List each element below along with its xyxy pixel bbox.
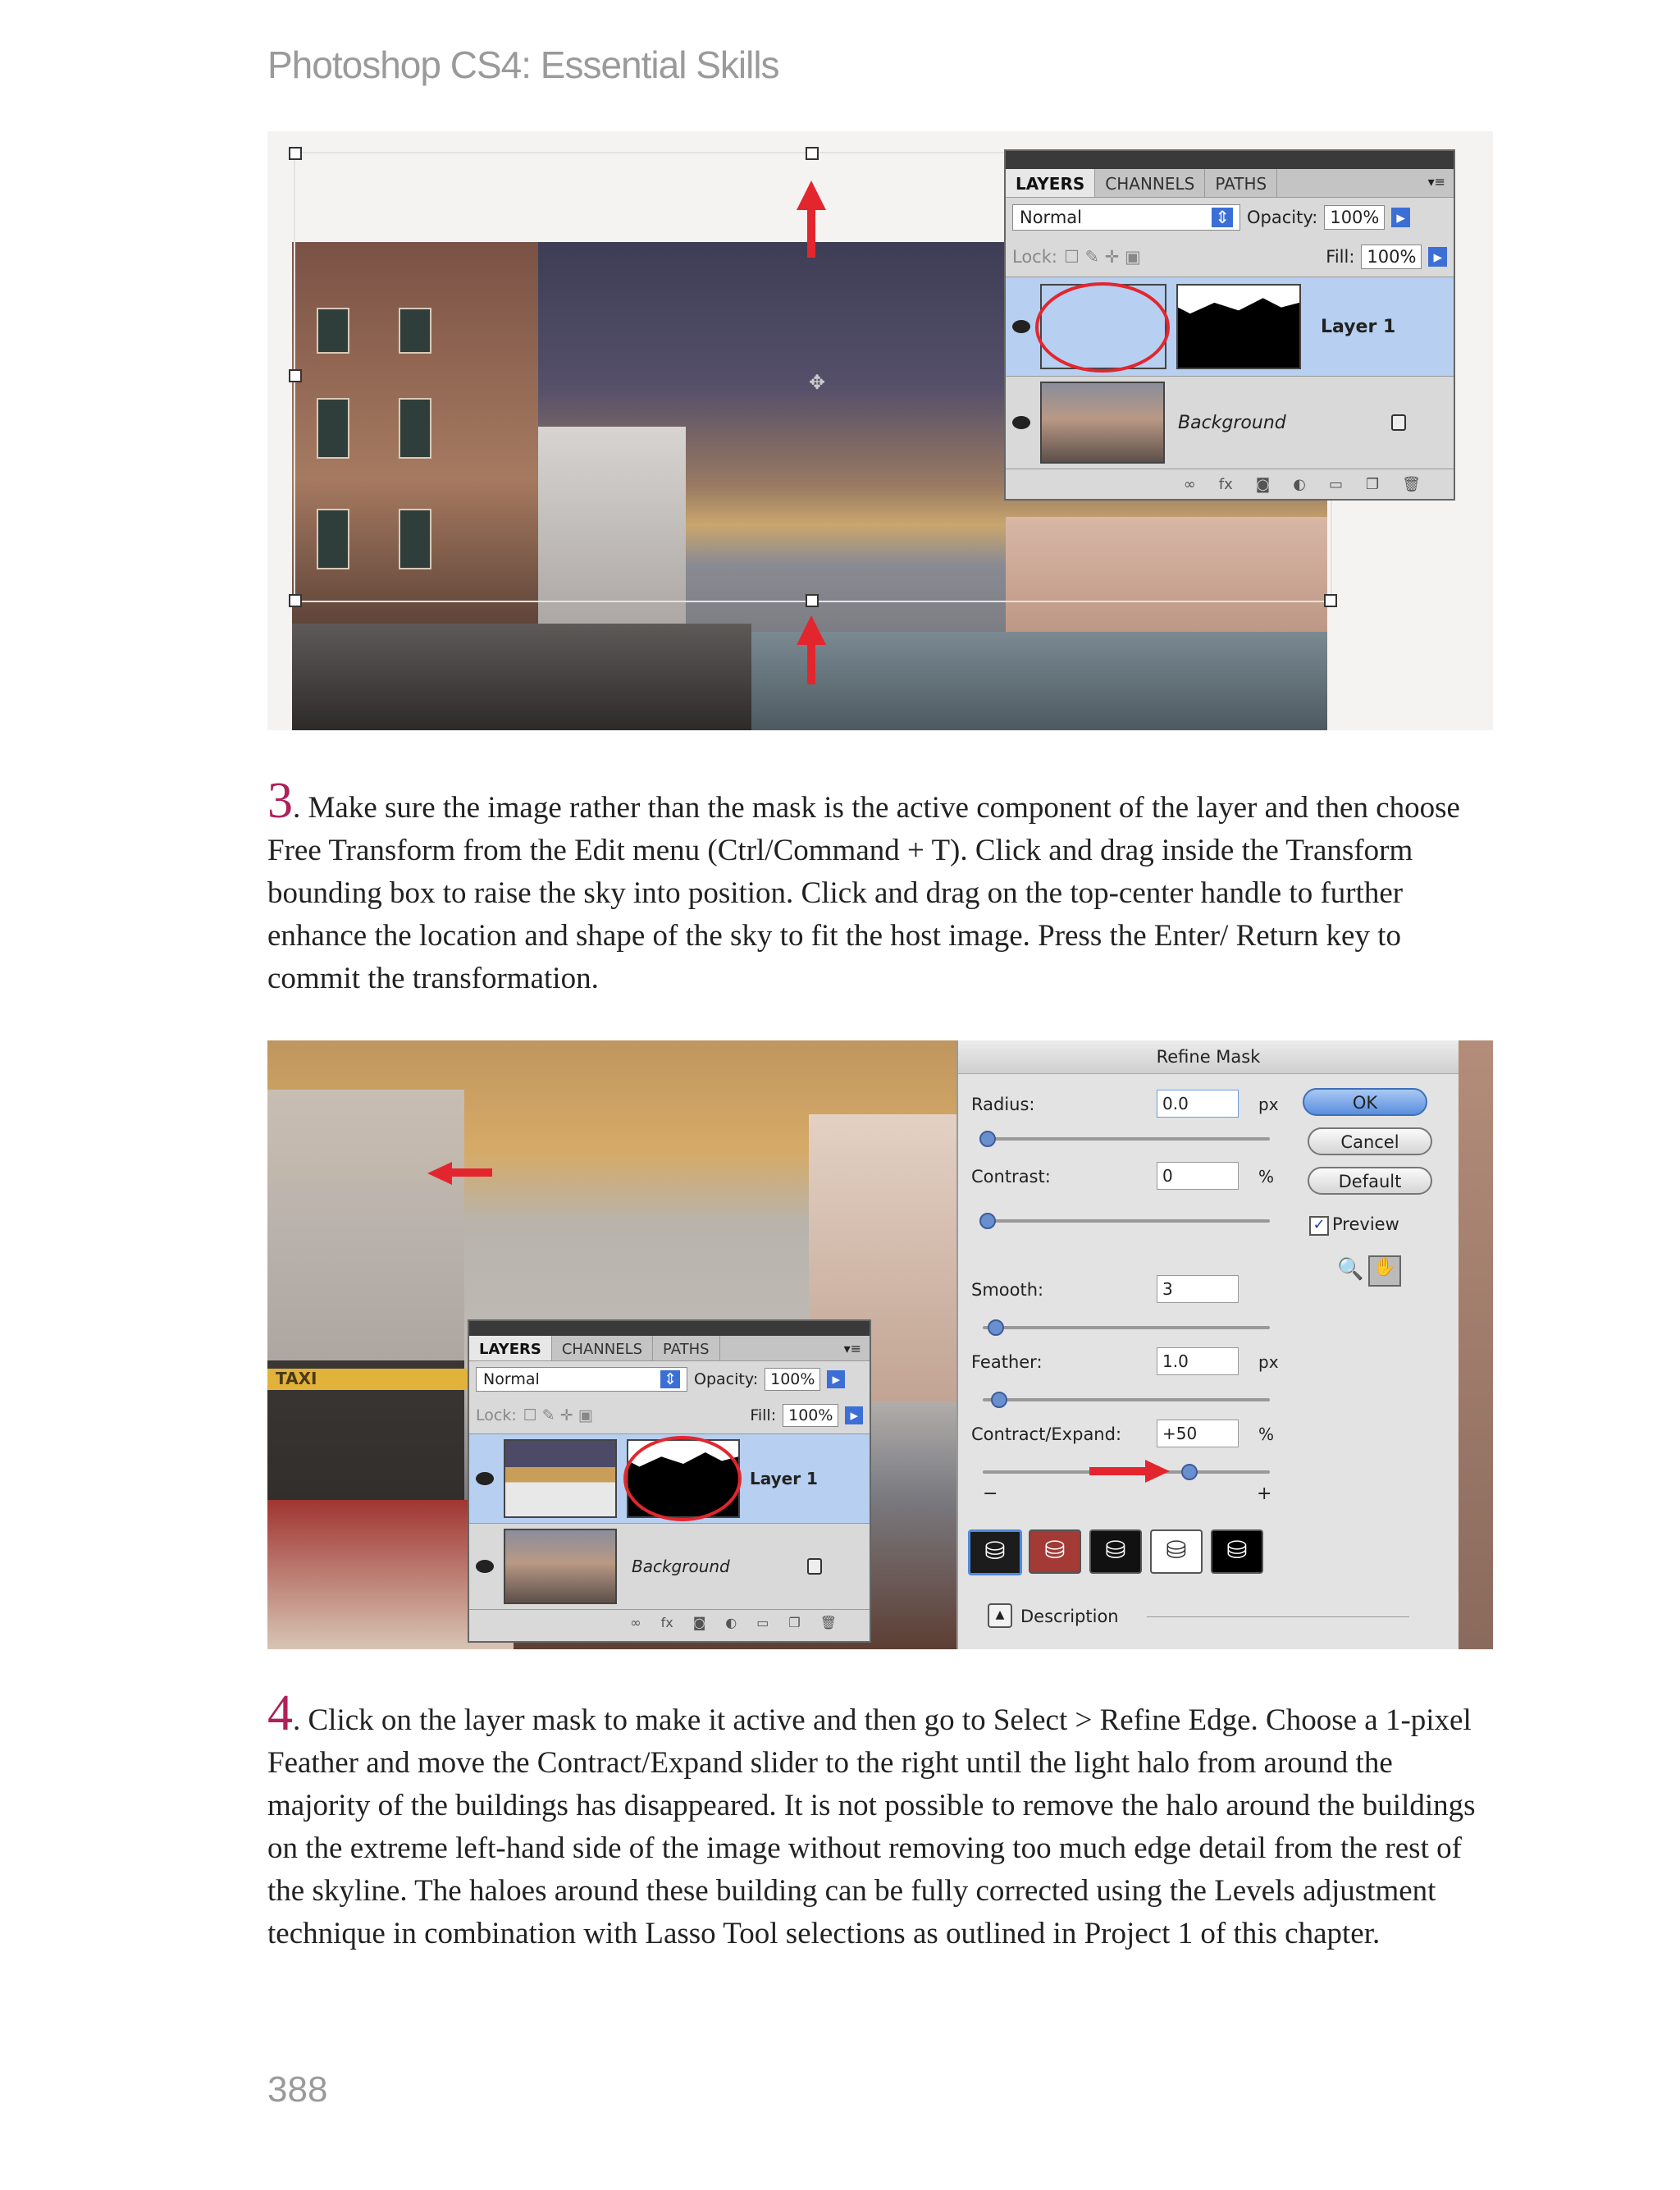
red-arrow-shaft: [807, 643, 815, 684]
panel-tabs: [469, 1336, 870, 1361]
trash-icon[interactable]: 🗑: [1402, 476, 1421, 493]
fill-stepper-icon[interactable]: ▸: [845, 1406, 863, 1424]
feather-unit: px: [1258, 1352, 1279, 1372]
blend-mode-select[interactable]: [1012, 204, 1240, 231]
select-arrows-icon: ⇕: [660, 1370, 680, 1388]
page-number: 388: [267, 2069, 328, 2110]
transform-center-point: ✥: [809, 372, 826, 394]
feather-slider-knob[interactable]: [991, 1392, 1007, 1408]
eye-icon[interactable]: [1012, 320, 1030, 333]
default-button[interactable]: Default: [1308, 1167, 1432, 1195]
layer-name: Background: [1178, 412, 1286, 433]
radius-unit: px: [1258, 1095, 1279, 1114]
tab-layers[interactable]: LAYERS: [1006, 169, 1095, 197]
view-on-white-icon[interactable]: ⛁: [1150, 1529, 1203, 1574]
mask-icon[interactable]: ◙: [692, 1615, 706, 1630]
red-arrow-shaft: [451, 1168, 492, 1177]
preview-label: Preview: [1332, 1214, 1399, 1234]
smooth-slider-track[interactable]: [983, 1326, 1270, 1329]
panel-footer: [1006, 469, 1454, 500]
cancel-button[interactable]: Cancel: [1308, 1127, 1432, 1155]
contrast-unit: %: [1258, 1167, 1275, 1186]
layers-panel: [468, 1319, 871, 1643]
red-arrow-right-icon: [1145, 1460, 1170, 1483]
opacity-field[interactable]: 100%: [1324, 205, 1385, 230]
panel-title-bar[interactable]: [469, 1321, 870, 1336]
quay-crowd: [292, 624, 751, 730]
fill-stepper-icon[interactable]: ▸: [1428, 247, 1447, 267]
contract-expand-field[interactable]: +50: [1157, 1420, 1239, 1447]
layers-panel: [1004, 149, 1455, 501]
trash-icon[interactable]: 🗑: [819, 1615, 837, 1630]
dialog-title: Refine Mask: [958, 1040, 1459, 1074]
lock-row: [1006, 237, 1454, 277]
blend-row: [469, 1361, 870, 1397]
opacity-field[interactable]: 100%: [765, 1368, 820, 1391]
radius-field[interactable]: 0.0: [1157, 1090, 1239, 1118]
contract-expand-slider-knob[interactable]: [1181, 1464, 1198, 1480]
eye-icon[interactable]: [1012, 416, 1030, 429]
transform-handle-middle-left[interactable]: [289, 369, 302, 382]
view-standard-icon[interactable]: ⛁: [968, 1529, 1022, 1575]
radius-slider-knob[interactable]: [979, 1131, 996, 1147]
adjustment-icon[interactable]: ◐: [1293, 476, 1306, 493]
smooth-label: Smooth:: [971, 1280, 1044, 1300]
layer-name: Layer 1: [1321, 316, 1396, 337]
eye-icon[interactable]: [476, 1472, 494, 1485]
step-3-paragraph: [267, 773, 1498, 1000]
transform-handle-bottom-right[interactable]: [1324, 594, 1337, 607]
fx-icon[interactable]: fx: [660, 1615, 673, 1630]
fx-icon[interactable]: fx: [1218, 476, 1233, 493]
panel-footer: [469, 1609, 870, 1635]
transform-handle-bottom-left[interactable]: [289, 594, 302, 607]
panel-tabs: [1006, 169, 1454, 198]
description-disclosure-icon[interactable]: ▲: [988, 1603, 1012, 1628]
contrast-label: Contrast:: [971, 1167, 1051, 1186]
opacity-stepper-icon[interactable]: ▸: [1391, 208, 1410, 227]
opacity-label: Opacity:: [1247, 208, 1318, 227]
building-far-right: [1457, 1040, 1493, 1649]
feather-slider-track[interactable]: [983, 1398, 1270, 1401]
radius-label: Radius:: [971, 1095, 1035, 1114]
slider-plus-label: +: [1257, 1484, 1272, 1504]
layer-row-layer-1[interactable]: [1006, 277, 1454, 376]
description-label: Description: [1020, 1607, 1119, 1626]
blend-row: [1006, 198, 1454, 237]
step-text: . Click on the layer mask to make it active and then go to Select > Refine Edge. Choose a 1-pixel Feather and move the Contract/Expand slider to the right until the light halo from around the majority of the buildings has disappeared. It is not possible to remove the halo around the buildings on the extreme left-hand side of the image without removing too much edge detail from the rest of the skyline. The haloes around these building can be fully corrected using the Levels adjustment technique in combination with Lasso Tool selections as outlined in Project 1 of this chapter.: [267, 1703, 1476, 1950]
transform-handle-bottom-center[interactable]: [806, 594, 819, 607]
smooth-slider-knob[interactable]: [988, 1319, 1004, 1336]
tab-paths[interactable]: PATHS: [653, 1336, 720, 1360]
contrast-slider-knob[interactable]: [979, 1213, 996, 1229]
tab-channels[interactable]: CHANNELS: [1095, 169, 1205, 197]
fill-field[interactable]: 100%: [783, 1404, 838, 1427]
lock-icons[interactable]: ☐ ✎ ✛ ▣: [1063, 247, 1141, 267]
panel-title-bar[interactable]: [1006, 151, 1454, 169]
link-icon[interactable]: ∞: [630, 1615, 641, 1630]
canal-water: [727, 632, 1327, 730]
slider-minus-label: −: [983, 1484, 998, 1504]
step-text: . Make sure the image rather than the mask is the active component of the layer and then choose Free Transform from the Edit menu (Ctrl/Command + T). Click and drag inside the Transform bounding box to raise the sky into position. Click and drag on the top-center handle to further enhance the location and shape of the sky to fit the host image. Press the Enter/ Return key to commit the transformation.: [267, 791, 1460, 995]
adjustment-icon[interactable]: ◐: [725, 1615, 737, 1630]
description-divider: [1147, 1616, 1409, 1617]
select-arrows-icon: ⇕: [1212, 208, 1233, 227]
view-mask-icon[interactable]: ⛁: [1211, 1529, 1263, 1574]
contrast-slider-track[interactable]: [983, 1219, 1270, 1223]
lock-icons[interactable]: ☐ ✎ ✛ ▣: [523, 1406, 593, 1424]
transform-handle-top-left[interactable]: [289, 147, 302, 160]
red-arrow-left-icon: [427, 1162, 452, 1185]
lock-icon: [807, 1558, 822, 1575]
contract-expand-unit: %: [1258, 1424, 1275, 1444]
opacity-stepper-icon[interactable]: ▸: [827, 1370, 845, 1388]
tab-channels[interactable]: CHANNELS: [552, 1336, 653, 1360]
background-thumbnail[interactable]: [504, 1529, 617, 1604]
fill-field[interactable]: 100%: [1361, 245, 1422, 269]
fill-label: Fill:: [1326, 247, 1355, 267]
step-4-paragraph: [267, 1685, 1498, 1955]
feather-field[interactable]: 1.0: [1157, 1347, 1239, 1375]
lock-label: Lock:: [476, 1406, 517, 1424]
smooth-field[interactable]: 3: [1157, 1275, 1239, 1303]
new-layer-icon[interactable]: ❐: [788, 1615, 801, 1630]
tab-paths[interactable]: PATHS: [1205, 169, 1277, 197]
lock-icon: [1391, 414, 1406, 431]
lock-row: [469, 1397, 870, 1433]
layer-row-background[interactable]: [1006, 376, 1454, 469]
layer-name: Background: [632, 1557, 730, 1576]
link-icon[interactable]: ∞: [1183, 476, 1196, 493]
layer-name: Layer 1: [750, 1469, 818, 1488]
zoom-tool-icon[interactable]: 🔍: [1337, 1257, 1364, 1282]
red-arrow-shaft: [807, 208, 815, 258]
blend-mode-value: Normal: [483, 1370, 540, 1388]
blend-mode-select[interactable]: [476, 1367, 687, 1392]
figure-free-transform: [267, 131, 1493, 730]
red-arrow-up-icon: [797, 181, 826, 210]
taxi-sign: TAXI: [267, 1369, 472, 1390]
red-arrow-shaft: [1089, 1467, 1147, 1475]
lock-label: Lock:: [1012, 247, 1057, 267]
figure-refine-mask: [267, 1040, 1493, 1649]
step-number: 4: [267, 1685, 293, 1741]
mask-thumbnail[interactable]: [1176, 284, 1301, 369]
eye-icon[interactable]: [476, 1560, 494, 1573]
contract-expand-label: Contract/Expand:: [971, 1424, 1122, 1444]
red-highlight-ellipse: [623, 1436, 742, 1521]
layer-row-layer-1[interactable]: [469, 1433, 870, 1523]
panel-menu-icon[interactable]: ▾≡: [843, 1341, 861, 1356]
view-on-black-icon[interactable]: ⛁: [1089, 1529, 1142, 1574]
layer-thumbnail[interactable]: [504, 1439, 617, 1518]
opacity-label: Opacity:: [694, 1370, 759, 1388]
transform-handle-top-center[interactable]: [806, 147, 819, 160]
red-arrow-up-icon: [797, 615, 826, 645]
contrast-field[interactable]: 0: [1157, 1162, 1239, 1190]
ok-button[interactable]: OK: [1303, 1088, 1427, 1116]
radius-slider-track[interactable]: [983, 1137, 1270, 1141]
hand-tool-icon[interactable]: ✋: [1368, 1255, 1401, 1287]
blend-mode-value: Normal: [1020, 208, 1082, 227]
mask-icon[interactable]: ◙: [1255, 476, 1271, 493]
new-layer-icon[interactable]: ❐: [1366, 476, 1380, 493]
layer-row-background[interactable]: [469, 1523, 870, 1609]
step-number: 3: [267, 773, 293, 829]
tab-layers[interactable]: LAYERS: [469, 1336, 552, 1360]
panel-menu-icon[interactable]: ▾≡: [1427, 174, 1445, 190]
view-quick-mask-icon[interactable]: ⛁: [1029, 1529, 1081, 1574]
fill-label: Fill:: [750, 1406, 777, 1424]
red-highlight-ellipse: [1035, 282, 1170, 373]
background-thumbnail[interactable]: [1040, 382, 1165, 464]
folder-icon[interactable]: ▭: [1328, 476, 1343, 493]
refine-mask-dialog: [956, 1040, 1459, 1649]
folder-icon[interactable]: ▭: [756, 1615, 769, 1630]
running-head: Photoshop CS4: Essential Skills: [267, 43, 779, 86]
feather-label: Feather:: [971, 1352, 1043, 1372]
preview-checkbox[interactable]: ✓: [1309, 1216, 1329, 1236]
